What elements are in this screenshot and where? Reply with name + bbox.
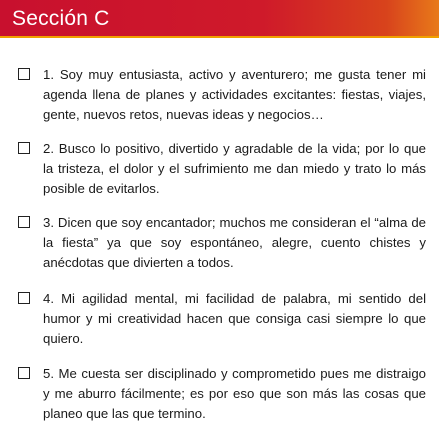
item-4-text: 4. Mi agilidad mental, mi facilidad de palabra, mi sentido del humor y mi creatividad hacen que consiga casi siempre lo que quiero. bbox=[43, 291, 426, 346]
item-3-text: 3. Dicen que soy encantador; muchos me consideran el “alma de la fiesta” ya que soy espontáneo, alegre, cuento chistes y anécdotas que divierten a todos. bbox=[43, 215, 426, 270]
section-header bbox=[0, 0, 439, 38]
item-5-text: 5. Me cuesta ser disciplinado y comprometido pues me distraigo y me aburro fácilmente; es por eso que son más las cosas que planeo que las que termino. bbox=[43, 366, 426, 421]
item-4-checkbox[interactable] bbox=[18, 292, 30, 304]
item-3-checkbox[interactable] bbox=[18, 216, 30, 228]
item-1-text: 1. Soy muy entusiasta, activo y aventurero; me gusta tener mi agenda llena de planes y actividades excitantes: fiestas, viajes, gente, nuevos retos, nuevas ideas y negocios… bbox=[43, 67, 426, 122]
section-title: Sección C bbox=[12, 7, 110, 30]
item-2-checkbox[interactable] bbox=[18, 142, 30, 154]
item-5-checkbox[interactable] bbox=[18, 367, 30, 379]
item-1-checkbox[interactable] bbox=[18, 68, 30, 80]
item-2-text: 2. Busco lo positivo, divertido y agradable de la vida; por lo que la tristeza, el dolor y el sufrimiento me dan miedo y trato lo más posible de evitarlos. bbox=[43, 141, 426, 196]
